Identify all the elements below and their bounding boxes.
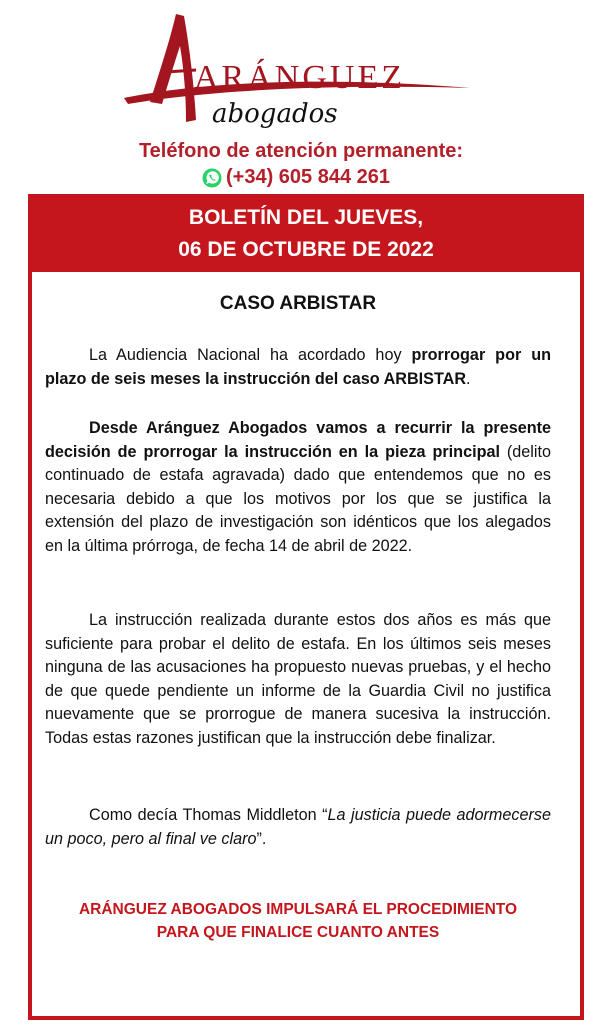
bulletin-frame: [28, 194, 584, 1020]
phone-label: Teléfono de atención permanente:: [138, 140, 464, 162]
logo-sub: abogados: [212, 99, 338, 129]
whatsapp-icon: [202, 168, 222, 188]
closing-line-1: ARÁNGUEZ ABOGADOS IMPULSARÁ EL PROCEDIMIENTO: [78, 901, 518, 918]
phone-number[interactable]: (+34) 605 844 261: [225, 166, 391, 188]
logo-name: ARÁNGUEZ: [194, 59, 405, 96]
banner-line-2: 06 DE OCTUBRE DE 2022: [178, 238, 434, 261]
banner-line-1: BOLETÍN DEL JUEVES,: [188, 206, 424, 229]
aranguez-logo: [0, 0, 592, 140]
paragraph-1: La Audiencia Nacional ha acordado hoy prorrogar por un plazo de seis meses la instrucción del caso ARBISTAR.: [45, 346, 551, 388]
logo-graphic: [0, 0, 592, 140]
phone-row: [0, 166, 592, 189]
closing-line-2: PARA QUE FINALICE CUANTO ANTES: [156, 924, 440, 941]
case-title: CASO ARBISTAR: [219, 293, 377, 314]
paragraph-2: Desde Aránguez Abogados vamos a recurrir la presente decisión de prorrogar la instrucción en la pieza principal (delito continuado de estafa agravada) dado que entendemos que no es necesaria debido a que los motivos por los que se justifica la extensión del plazo de investigación son idénticos que los alegados en la última prórroga, de fecha 14 de abril de 2022.: [45, 419, 552, 555]
bulletin-banner: [28, 194, 584, 272]
paragraph-3: La instrucción realizada durante estos dos años es más que suficiente para probar el delito de estafa. En los últimos seis meses ninguna de las acusaciones ha propuesto nuevas pruebas, y el hecho de que quede pendiente un informe de la Guardia Civil no justifica nuevamente que se prorrogue de manera sucesiva la instrucción. Todas estas razones justifican que la instrucción debe finalizar.: [45, 611, 551, 747]
paragraph-4-quote: Como decía Thomas Middleton “La justicia puede adormecerse un poco, pero al final ve claro”.: [45, 806, 551, 848]
closing-statement: [40, 898, 556, 944]
